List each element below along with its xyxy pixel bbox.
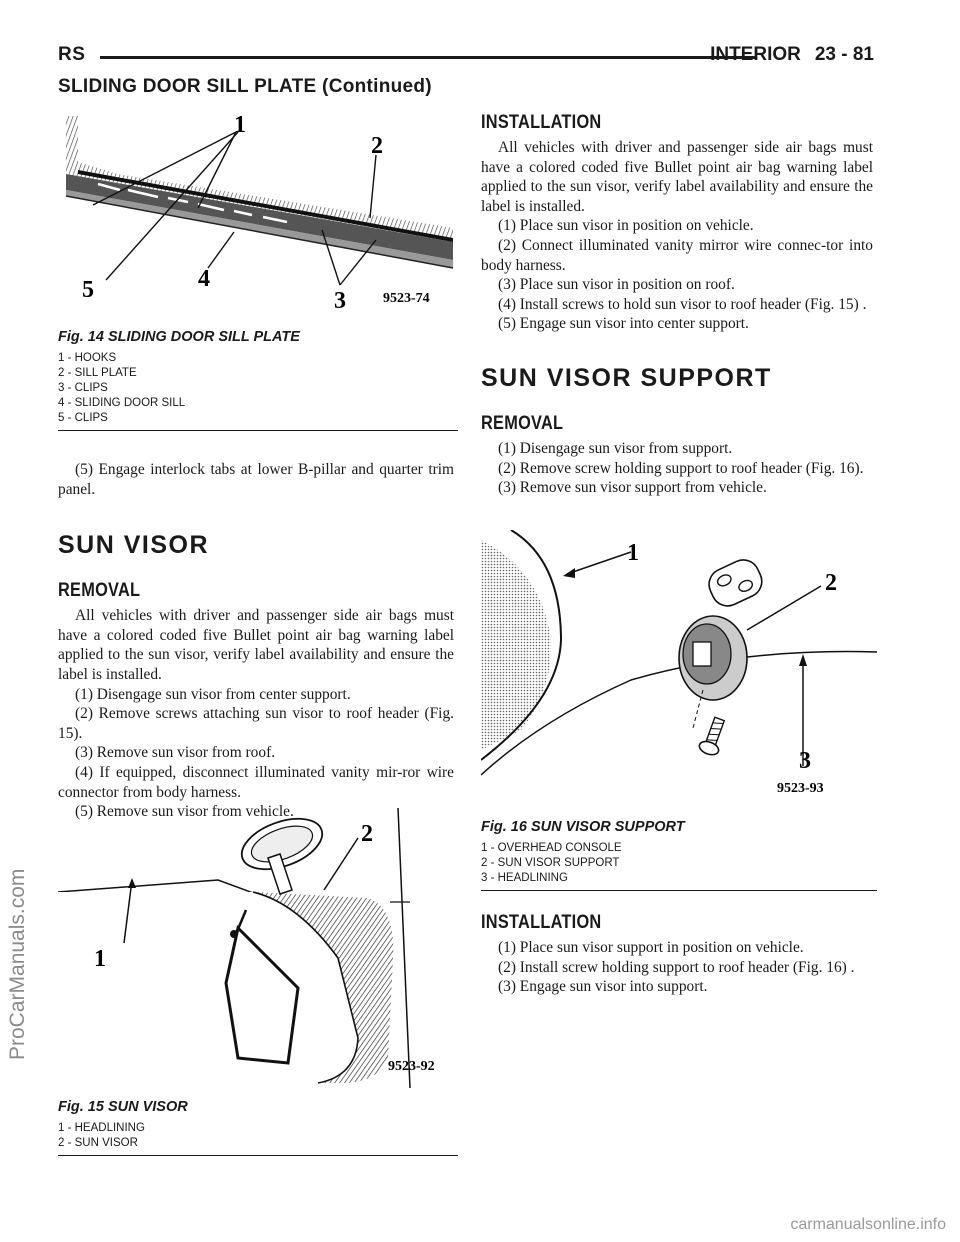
sill-plate-step-5: (5) Engage interlock tabs at lower B-pillar and quarter trim panel. <box>58 461 454 498</box>
subsection-title-support-removal: REMOVAL <box>481 412 564 434</box>
figure-caption: Fig. 15 SUN VISOR <box>58 1099 188 1115</box>
figure-16 <box>481 530 877 891</box>
removal-intro: All vehicles with driver and passenger side air bags must have a colored coded five Bullet point air bag warning label applied to the sun visor, verify label availability and ensure the label is installed. <box>58 607 454 683</box>
removal-step: (5) Remove sun visor from vehicle. <box>75 803 294 821</box>
header-model-code: RS <box>58 44 86 65</box>
removal-step: (3) Remove sun visor from roof. <box>75 744 276 762</box>
figure-legend <box>58 351 458 426</box>
legend-item: 2 - SUN VISOR SUPPORT <box>481 857 620 869</box>
legend-item: 3 - CLIPS <box>58 382 108 394</box>
removal-step: (1) Disengage sun visor from center support. <box>75 685 351 703</box>
removal-step: (4) If equipped, disconnect illuminated vanity mir-ror wire connector from body harness. <box>58 763 454 801</box>
callout-2: 2 <box>361 821 373 847</box>
figure-code: 9523-74 <box>383 291 430 306</box>
legend-item: 4 - SLIDING DOOR SILL <box>58 397 186 409</box>
section-title-sun-visor-support: SUN VISOR SUPPORT <box>481 363 772 392</box>
subsection-title-removal: REMOVAL <box>58 580 141 602</box>
installation-step: (2) Connect illuminated vanity mirror wire connec-tor into body harness. <box>481 236 873 274</box>
figure-caption: Fig. 14 SLIDING DOOR SILL PLATE <box>58 329 300 345</box>
legend-item: 2 - SUN VISOR <box>58 1137 138 1149</box>
figure-code: 9523-93 <box>777 781 824 796</box>
continued-title: SLIDING DOOR SILL PLATE (Continued) <box>58 76 432 97</box>
figure-legend <box>58 1121 458 1151</box>
header-section: INTERIOR <box>710 44 801 65</box>
callout-4: 4 <box>198 266 210 292</box>
legend-item: 5 - CLIPS <box>58 412 108 424</box>
legend-item: 2 - SILL PLATE <box>58 367 137 379</box>
figure-divider <box>58 1155 458 1156</box>
figure-caption: Fig. 16 SUN VISOR SUPPORT <box>481 819 685 835</box>
left-column <box>58 460 454 822</box>
sill-plate-illustration <box>58 110 458 320</box>
callout-3: 3 <box>799 748 811 774</box>
installation-step: (1) Place sun visor in position on vehicle. <box>498 217 754 235</box>
support-installation-step: (2) Install screw holding support to roof header (Fig. 16) . <box>498 958 855 976</box>
figure-divider <box>481 890 877 891</box>
support-removal-step: (2) Remove screw holding support to roof header (Fig. 16). <box>498 459 864 477</box>
support-installation-step: (1) Place sun visor support in position on vehicle. <box>498 939 804 956</box>
support-installation-step: (3) Engage sun visor into support. <box>498 978 708 996</box>
installation-step: (4) Install screws to hold sun visor to roof header (Fig. 15) . <box>498 295 867 313</box>
legend-item: 3 - HEADLINING <box>481 872 568 884</box>
callout-2: 2 <box>371 133 383 159</box>
watermark-bottom: carmanualsonline.info <box>790 1216 946 1233</box>
support-removal-step: (3) Remove sun visor support from vehicle. <box>498 479 767 497</box>
figure-14 <box>58 110 458 431</box>
removal-step: (2) Remove screws attaching sun visor to roof header (Fig. 15). <box>58 705 454 742</box>
right-column <box>481 112 873 498</box>
legend-item: 1 - OVERHEAD CONSOLE <box>481 842 622 854</box>
callout-2: 2 <box>825 570 837 596</box>
header-rule <box>100 56 755 59</box>
callout-3: 3 <box>334 288 346 314</box>
installation-step: (5) Engage sun visor into center support. <box>498 315 749 333</box>
figure-divider <box>58 430 458 431</box>
support-removal-step: (1) Disengage sun visor from support. <box>498 439 733 457</box>
header-right <box>696 44 874 66</box>
sun-visor-illustration <box>58 808 458 1090</box>
figure-15 <box>58 808 458 1156</box>
installation-intro: All vehicles with driver and passenger side air bags must have a colored coded five Bullet point air bag warning label applied to the sun visor, verify label availability and ensure the label is installed. <box>481 139 873 215</box>
legend-item: 1 - HOOKS <box>58 352 117 364</box>
section-title-sun-visor: SUN VISOR <box>58 531 210 560</box>
callout-1: 1 <box>234 112 246 138</box>
sun-visor-support-illustration <box>481 530 877 810</box>
header-page-number: 23 - 81 <box>814 44 874 65</box>
installation-step: (3) Place sun visor in position on roof. <box>498 276 735 294</box>
callout-1: 1 <box>94 946 106 972</box>
legend-item: 1 - HEADLINING <box>58 1122 145 1134</box>
figure-legend <box>481 841 877 886</box>
callout-1: 1 <box>627 540 639 566</box>
subsection-title-support-installation: INSTALLATION <box>481 912 602 933</box>
watermark-left: ProCarManuals.com <box>6 868 29 1060</box>
figure-code: 9523-92 <box>388 1059 435 1074</box>
right-column-bottom <box>481 912 873 997</box>
callout-5: 5 <box>82 277 94 303</box>
subsection-title-installation: INSTALLATION <box>481 112 602 133</box>
page-header <box>58 44 874 70</box>
